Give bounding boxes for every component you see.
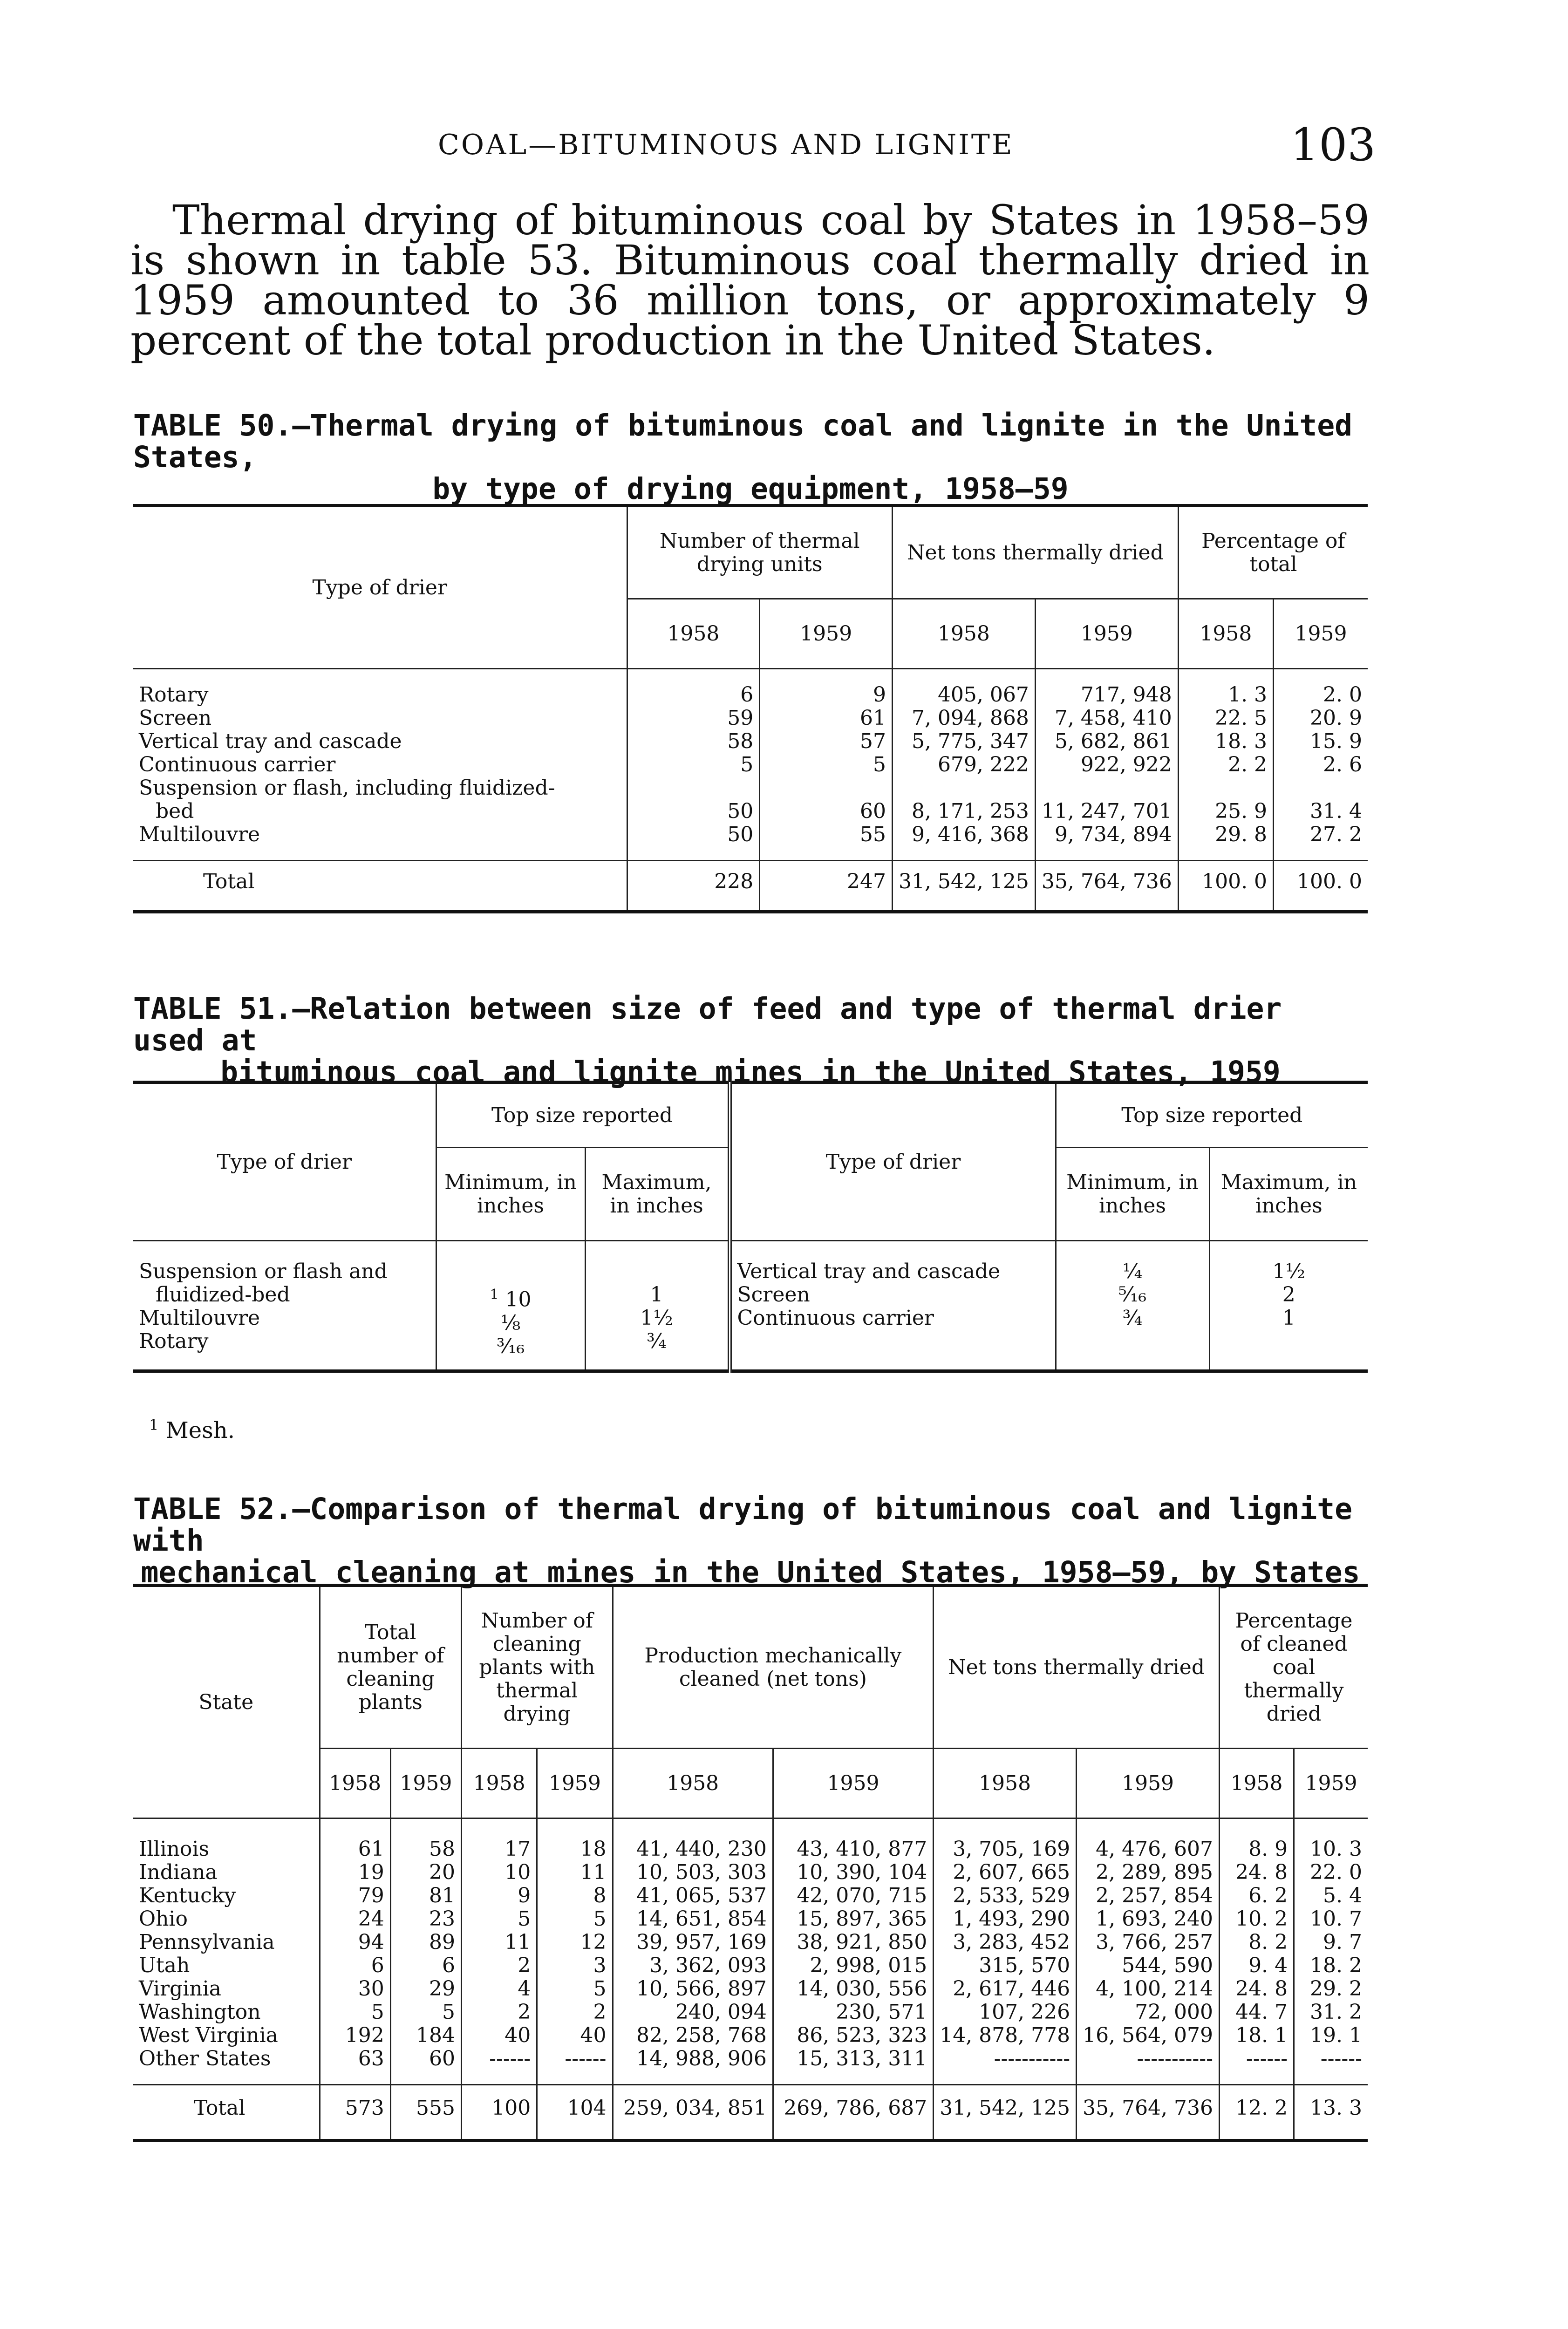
t52-cell: 19 [320, 1861, 390, 1884]
t52-cell: 9. 7 [1294, 1931, 1368, 1954]
t52-cell: ----------- [934, 2047, 1077, 2070]
intro-paragraph: Thermal drying of bituminous coal by States in 1958–59 is shown in table 53. Bituminous coal thermally dried in 1959 amounted to 36 million tons, or approximately 9 percent of the total production in the United States. [130, 196, 1370, 364]
t50-cell: 6 [627, 669, 760, 707]
t50-cell: 2. 2 [1178, 753, 1273, 776]
t52-header-state: State [133, 1586, 320, 1818]
t52-cell: 30 [320, 1977, 390, 2001]
t51-value: ¾ [1122, 1306, 1143, 1330]
t50-cell: 20. 9 [1274, 707, 1368, 730]
t52-total-cell: 573 [320, 2084, 390, 2131]
t52-cell: 8 [537, 1884, 613, 1907]
t50-year: 1959 [760, 599, 893, 669]
table-51-title-line2: bituminous coal and lignite mines in the United States, 1959 [220, 1055, 1281, 1089]
table-50-title-line2: by type of drying equipment, 1958–59 [432, 472, 1069, 506]
t52-cell: 10. 3 [1294, 1818, 1368, 1861]
t52-cell: 24 [320, 1907, 390, 1931]
t52-year: 1958 [1220, 1749, 1294, 1818]
table-row [133, 1907, 1368, 1931]
table-row [133, 776, 1368, 823]
t51-value: 1 [1282, 1306, 1295, 1330]
t52-cell: 184 [390, 2024, 461, 2047]
t50-cell: 2. 6 [1274, 753, 1368, 776]
t52-cell: 86, 523, 323 [773, 2024, 933, 2047]
t51-label: Vertical tray and cascade [737, 1260, 1001, 1283]
t50-year: 1959 [1274, 599, 1368, 669]
t52-cell: 22. 0 [1294, 1861, 1368, 1884]
t51-footnote [149, 1416, 235, 1444]
t52-cell: ------ [537, 2047, 613, 2070]
table-51-title-line1: TABLE 51.—Relation between size of feed and type of thermal drier used at [133, 992, 1282, 1057]
t52-cell: 12 [537, 1931, 613, 1954]
t51-left-labels [133, 1241, 436, 1371]
t50-cell: 18. 3 [1178, 730, 1273, 753]
t50-header-units: Number of thermal drying units [627, 506, 892, 599]
t52-total-cell: 12. 2 [1220, 2084, 1294, 2131]
t50-total-cell: 35, 764, 736 [1035, 860, 1178, 902]
t52-cell: 79 [320, 1884, 390, 1907]
table-row [133, 1818, 1368, 1861]
t52-cell: 43, 410, 877 [773, 1818, 933, 1861]
t50-cell: 7, 094, 868 [892, 707, 1035, 730]
t50-year: 1958 [627, 599, 760, 669]
t52-cell: 2, 607, 665 [934, 1861, 1077, 1884]
table-50 [133, 504, 1368, 913]
t52-cell: 10 [462, 1861, 537, 1884]
t52-state-label: Other States [139, 2047, 271, 2070]
t52-total-cell: 13. 3 [1294, 2084, 1368, 2131]
t50-row-label: Continuous carrier [139, 753, 336, 776]
table-50-title-line1: TABLE 50.—Thermal drying of bituminous coal and lignite in the United States, [133, 409, 1353, 474]
t51-value: ⅛ [500, 1311, 521, 1335]
t52-cell: 5 [537, 1907, 613, 1931]
t50-cell: 1. 3 [1178, 669, 1273, 707]
table-52-title-line1: TABLE 52.—Comparison of thermal drying of bituminous coal and lignite with [133, 1492, 1353, 1558]
t52-cell: 10, 390, 104 [773, 1861, 933, 1884]
t51-value: 1 [650, 1283, 663, 1307]
t51-footnote-text: Mesh. [165, 1417, 235, 1444]
t52-header-prod: Production mechanically cleaned (net tons) [613, 1586, 934, 1749]
t50-total-cell: 228 [627, 860, 760, 902]
t52-cell: 5. 4 [1294, 1884, 1368, 1907]
t51-value: ³⁄₁₆ [496, 1334, 525, 1358]
t52-cell: 40 [462, 2024, 537, 2047]
t52-cell: 14, 030, 556 [773, 1977, 933, 2001]
t52-cell: 16, 564, 079 [1077, 2024, 1220, 2047]
t51-label: Continuous carrier [737, 1306, 934, 1330]
t50-cell: 11, 247, 701 [1035, 776, 1178, 823]
t52-cell: 17 [462, 1818, 537, 1861]
t50-total-cell: 31, 542, 125 [892, 860, 1035, 902]
t52-cell: 4, 476, 607 [1077, 1818, 1220, 1861]
t52-cell: ------ [462, 2047, 537, 2070]
t52-total-cell: 31, 542, 125 [934, 2084, 1077, 2131]
table-row [133, 2001, 1368, 2024]
t52-total-cell: 100 [462, 2084, 537, 2131]
t50-cell: 50 [627, 776, 760, 823]
t52-total-cell: 104 [537, 2084, 613, 2131]
t51-footnote-mark: 1 [149, 1416, 159, 1434]
t52-cell: 2, 617, 446 [934, 1977, 1077, 2001]
t51-value: ¼ [1122, 1260, 1143, 1283]
t50-year: 1959 [1035, 599, 1178, 669]
t51-right-min [1056, 1241, 1209, 1371]
t50-cell: 2. 0 [1274, 669, 1368, 707]
t51-header-top-right: Top size reported [1056, 1083, 1368, 1148]
t52-cell: 4, 100, 214 [1077, 1977, 1220, 2001]
t50-cell: 5, 775, 347 [892, 730, 1035, 753]
t52-total-cell: 259, 034, 851 [613, 2084, 773, 2131]
t52-state-label: Pennsylvania [139, 1930, 275, 1954]
t52-cell: 15, 313, 311 [773, 2047, 933, 2070]
t50-cell: 31. 4 [1274, 776, 1368, 823]
table-52 [133, 1584, 1368, 2142]
t52-cell: 2 [537, 2001, 613, 2024]
t52-cell: 2, 257, 854 [1077, 1884, 1220, 1907]
t52-cell: 94 [320, 1931, 390, 1954]
t52-cell: 192 [320, 2024, 390, 2047]
t50-cell: 60 [760, 776, 893, 823]
t52-year: 1958 [934, 1749, 1077, 1818]
table-row [133, 753, 1368, 776]
t50-cell: 29. 8 [1178, 823, 1273, 846]
t52-year: 1959 [1077, 1749, 1220, 1818]
t50-row-label: Rotary [139, 683, 209, 707]
t50-cell: 57 [760, 730, 893, 753]
t51-label: Screen [737, 1283, 810, 1307]
t52-cell: 1, 693, 240 [1077, 1907, 1220, 1931]
t52-cell: 82, 258, 768 [613, 2024, 773, 2047]
t51-header-min-right: Minimum, in inches [1056, 1148, 1209, 1241]
t51-left-min [436, 1241, 585, 1371]
t52-cell: 63 [320, 2047, 390, 2070]
t50-cell: 7, 458, 410 [1035, 707, 1178, 730]
t52-header-tons: Net tons thermally dried [934, 1586, 1220, 1749]
t50-row-label: Vertical tray and cascade [139, 729, 402, 753]
t51-value: ¾ [647, 1329, 667, 1353]
t51-value: 2 [1282, 1283, 1295, 1307]
t50-cell: 5, 682, 861 [1035, 730, 1178, 753]
t52-state-label: West Virginia [139, 2023, 278, 2047]
t52-year: 1959 [773, 1749, 933, 1818]
t51-footnote-ref: 1 [490, 1287, 499, 1303]
t50-year: 1958 [892, 599, 1035, 669]
t52-cell: 3, 362, 093 [613, 1954, 773, 1977]
t52-cell: 42, 070, 715 [773, 1884, 933, 1907]
table-row [133, 1861, 1368, 1884]
t50-cell: 717, 948 [1035, 669, 1178, 707]
t52-cell: 20 [390, 1861, 461, 1884]
t50-cell: 59 [627, 707, 760, 730]
t51-label-cont: fluidized-bed [156, 1283, 290, 1307]
t52-cell: 24. 8 [1220, 1861, 1294, 1884]
t52-year: 1958 [462, 1749, 537, 1818]
table-row [133, 707, 1368, 730]
t52-cell: 2, 533, 529 [934, 1884, 1077, 1907]
table-row [133, 1954, 1368, 1977]
t52-year: 1959 [537, 1749, 613, 1818]
t51-label: Rotary [139, 1329, 209, 1353]
t52-cell: 10, 566, 897 [613, 1977, 773, 2001]
t52-cell: ----------- [1077, 2047, 1220, 2070]
t52-cell: 5 [462, 1907, 537, 1931]
t50-cell: 50 [627, 823, 760, 846]
t52-cell: 14, 651, 854 [613, 1907, 773, 1931]
t52-cell: 11 [462, 1931, 537, 1954]
table-row [133, 669, 1368, 707]
t51-header-type-right: Type of drier [729, 1083, 1056, 1241]
t52-cell: 58 [390, 1818, 461, 1861]
t52-state-label: Ohio [139, 1907, 188, 1931]
t52-cell: 39, 957, 169 [613, 1931, 773, 1954]
t50-cell: 58 [627, 730, 760, 753]
t50-row-label: Multilouvre [139, 823, 260, 846]
t52-year: 1959 [1294, 1749, 1368, 1818]
t50-cell: 9 [760, 669, 893, 707]
t50-cell: 5 [760, 753, 893, 776]
t52-cell: 19. 1 [1294, 2024, 1368, 2047]
t52-total-label: Total [133, 2084, 320, 2131]
t52-cell: 38, 921, 850 [773, 1931, 933, 1954]
t50-cell: 9, 416, 368 [892, 823, 1035, 846]
t50-row-label: Screen [139, 706, 212, 730]
t52-total-cell: 35, 764, 736 [1077, 2084, 1220, 2131]
page-number: 103 [1290, 119, 1376, 171]
table-row-total [133, 860, 1368, 902]
t50-total-cell: 247 [760, 860, 893, 902]
table-row [133, 2024, 1368, 2047]
t52-cell: 29. 2 [1294, 1977, 1368, 2001]
t50-cell: 55 [760, 823, 893, 846]
t52-cell: 230, 571 [773, 2001, 933, 2024]
t51-value: 10 [505, 1287, 532, 1312]
t51-right-max [1209, 1241, 1368, 1371]
t52-cell: ------ [1220, 2047, 1294, 2070]
table-row [133, 1884, 1368, 1907]
t52-cell: 107, 226 [934, 2001, 1077, 2024]
t51-label: Suspension or flash and [139, 1260, 388, 1283]
t50-header-tons: Net tons thermally dried [892, 506, 1178, 599]
t50-cell: 25. 9 [1178, 776, 1273, 823]
t52-cell: 2, 998, 015 [773, 1954, 933, 1977]
t52-cell: 6. 2 [1220, 1884, 1294, 1907]
t52-cell: 29 [390, 1977, 461, 2001]
t52-cell: 18 [537, 1818, 613, 1861]
t52-cell: 61 [320, 1818, 390, 1861]
t50-row-label-cont: bed [156, 799, 194, 823]
t52-year: 1958 [613, 1749, 773, 1818]
table-row [133, 1931, 1368, 1954]
t52-cell: 15, 897, 365 [773, 1907, 933, 1931]
table-51 [133, 1081, 1368, 1373]
t50-total-cell: 100. 0 [1274, 860, 1368, 902]
t52-cell: 72, 000 [1077, 2001, 1220, 2024]
t50-cell: 5 [627, 753, 760, 776]
t51-header-type-left: Type of drier [133, 1083, 436, 1241]
t52-cell: 9 [462, 1884, 537, 1907]
t52-cell: 3, 705, 169 [934, 1818, 1077, 1861]
t50-total-label: Total [133, 860, 627, 902]
t52-cell: 18. 1 [1220, 2024, 1294, 2047]
t50-header-pct: Percentage of total [1178, 506, 1368, 599]
table-52-title-line2: mechanical cleaning at mines in the United States, 1958–59, by States [141, 1555, 1360, 1589]
t52-cell: 3 [537, 1954, 613, 1977]
t52-cell: ------ [1294, 2047, 1368, 2070]
running-title: COAL—BITUMINOUS AND LIGNITE [438, 129, 1014, 161]
table-row [133, 823, 1368, 846]
t50-total-cell: 100. 0 [1178, 860, 1273, 902]
t52-year: 1958 [320, 1749, 390, 1818]
t52-cell: 6 [320, 1954, 390, 1977]
t51-header-max-right: Maximum, in inches [1209, 1148, 1368, 1241]
t50-cell: 922, 922 [1035, 753, 1178, 776]
t52-state-label: Illinois [139, 1837, 210, 1861]
t52-state-label: Virginia [139, 1977, 221, 2001]
table-row-total [133, 2084, 1368, 2131]
t52-cell: 315, 570 [934, 1954, 1077, 1977]
t52-cell: 41, 440, 230 [613, 1818, 773, 1861]
t52-cell: 5 [537, 1977, 613, 2001]
t52-cell: 10. 2 [1220, 1907, 1294, 1931]
t52-cell: 60 [390, 2047, 461, 2070]
t51-value: ⁵⁄₁₆ [1118, 1283, 1147, 1307]
t50-cell: 8, 171, 253 [892, 776, 1035, 823]
t50-cell: 679, 222 [892, 753, 1035, 776]
t52-cell: 8. 9 [1220, 1818, 1294, 1861]
t52-cell: 2 [462, 1954, 537, 1977]
t50-header-type: Type of drier [133, 506, 627, 669]
t50-cell: 405, 067 [892, 669, 1035, 707]
t50-cell: 9, 734, 894 [1035, 823, 1178, 846]
t52-cell: 1, 493, 290 [934, 1907, 1077, 1931]
t52-state-label: Kentucky [139, 1884, 236, 1907]
t52-header-thermal: Number of cleaning plants with thermal drying [462, 1586, 613, 1749]
t52-cell: 10. 7 [1294, 1907, 1368, 1931]
t52-cell: 3, 766, 257 [1077, 1931, 1220, 1954]
t52-cell: 5 [320, 2001, 390, 2024]
t52-cell: 2 [462, 2001, 537, 2024]
t51-left-max [585, 1241, 729, 1371]
table-51-title [133, 993, 1368, 1088]
t51-header-top-left: Top size reported [436, 1083, 729, 1148]
t51-header-max-left: Maximum, in inches [585, 1148, 729, 1241]
t51-value: 1½ [640, 1306, 673, 1330]
t52-cell: 240, 094 [613, 2001, 773, 2024]
t50-cell: 15. 9 [1274, 730, 1368, 753]
t51-value: 1½ [1272, 1260, 1306, 1283]
table-52-title [133, 1493, 1368, 1588]
t52-header-plants: Total number of cleaning plants [320, 1586, 462, 1749]
t50-year: 1958 [1178, 599, 1273, 669]
table-50-title [133, 410, 1368, 505]
t52-cell: 2, 289, 895 [1077, 1861, 1220, 1884]
t52-cell: 23 [390, 1907, 461, 1931]
t52-cell: 11 [537, 1861, 613, 1884]
t52-state-label: Utah [139, 1954, 190, 1977]
t52-header-pct: Percentage of cleaned coal thermally dried [1220, 1586, 1368, 1749]
t52-total-cell: 269, 786, 687 [773, 2084, 933, 2131]
t52-cell: 4 [462, 1977, 537, 2001]
t51-right-labels [729, 1241, 1056, 1371]
t52-cell: 5 [390, 2001, 461, 2024]
t52-cell: 9. 4 [1220, 1954, 1294, 1977]
table-row [133, 1977, 1368, 2001]
t51-header-min-left: Minimum, in inches [436, 1148, 585, 1241]
t52-cell: 6 [390, 1954, 461, 1977]
t52-cell: 31. 2 [1294, 2001, 1368, 2024]
t52-cell: 40 [537, 2024, 613, 2047]
t52-cell: 18. 2 [1294, 1954, 1368, 1977]
t50-cell: 27. 2 [1274, 823, 1368, 846]
t52-cell: 14, 878, 778 [934, 2024, 1077, 2047]
t52-cell: 41, 065, 537 [613, 1884, 773, 1907]
t52-cell: 81 [390, 1884, 461, 1907]
t52-cell: 89 [390, 1931, 461, 1954]
t52-total-cell: 555 [390, 2084, 461, 2131]
t52-cell: 8. 2 [1220, 1931, 1294, 1954]
t52-state-label: Indiana [139, 1860, 218, 1884]
t50-cell: 22. 5 [1178, 707, 1273, 730]
t51-label: Multilouvre [139, 1306, 260, 1330]
t52-cell: 3, 283, 452 [934, 1931, 1077, 1954]
t52-cell: 544, 590 [1077, 1954, 1220, 1977]
t52-cell: 24. 8 [1220, 1977, 1294, 2001]
table-row [133, 2047, 1368, 2070]
t52-state-label: Washington [139, 2000, 261, 2024]
t52-cell: 44. 7 [1220, 2001, 1294, 2024]
t50-cell: 61 [760, 707, 893, 730]
t52-year: 1959 [390, 1749, 461, 1818]
table-row [133, 730, 1368, 753]
t50-row-label: Suspension or flash, including fluidized- [139, 776, 555, 800]
t52-cell: 14, 988, 906 [613, 2047, 773, 2070]
t52-cell: 10, 503, 303 [613, 1861, 773, 1884]
